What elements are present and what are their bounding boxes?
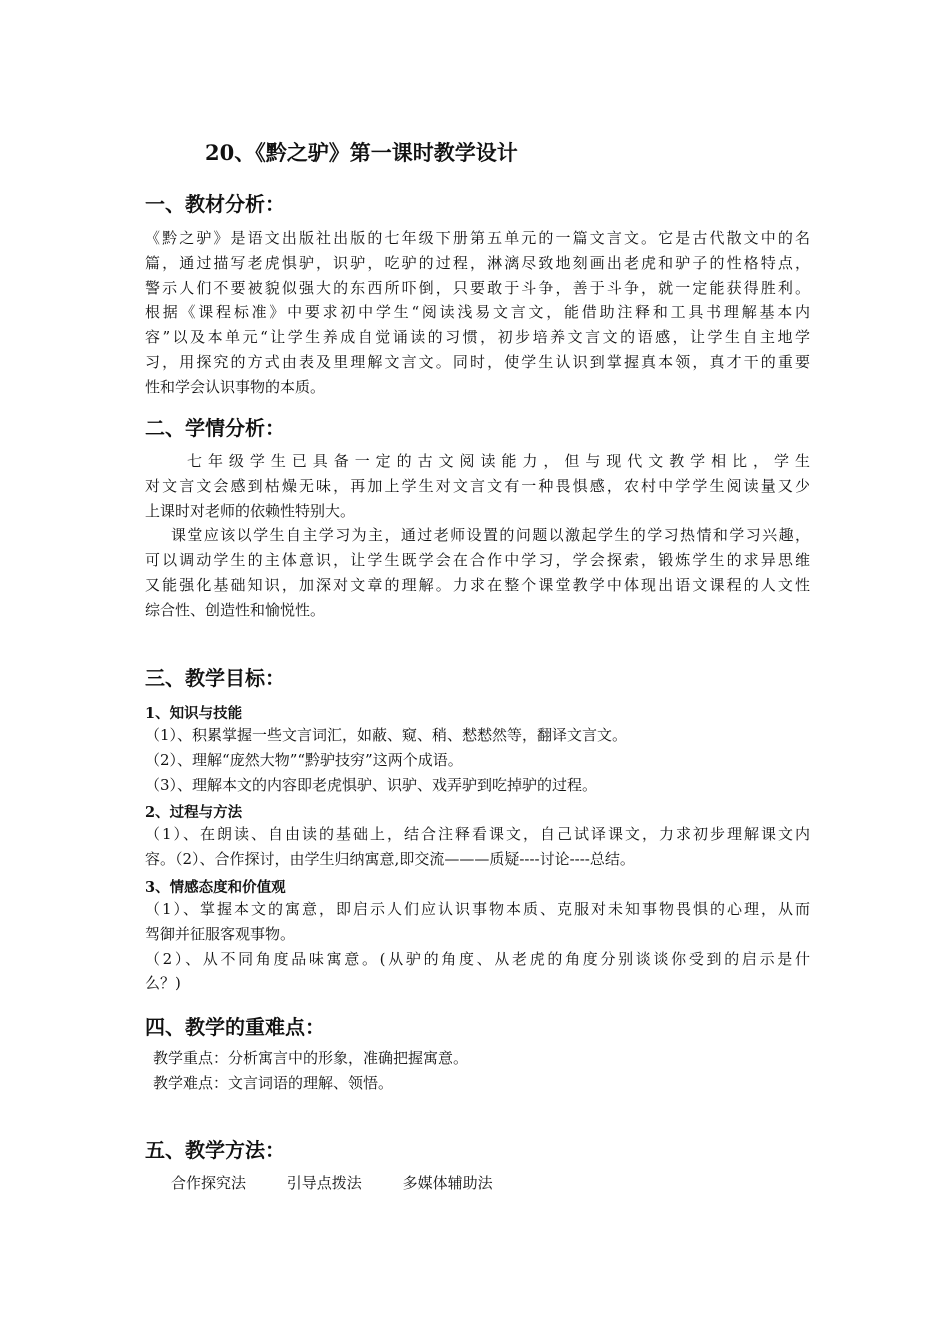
text-line: 教学难点：文言词语的理解、领悟。 [153, 1073, 394, 1092]
method-item: 引导点拨法 [286, 1174, 362, 1192]
text-line: （1）、积累掌握一些文言词汇，如蔽、窥、稍、慭慭然等，翻译文言文。 [145, 726, 628, 744]
heading-teaching-goals: 三、教学目标： [145, 666, 285, 690]
process-method-body [145, 822, 810, 872]
subheading-process-method: 2、过程与方法 [145, 804, 243, 821]
text-line: （1）、在朗读、自由读的基础上，结合注释看课文，自己试译课文，力求初步理解课文内 [145, 825, 810, 843]
heading-student-analysis: 二、学情分析： [145, 416, 285, 440]
heading-teaching-methods: 五、教学方法： [145, 1138, 285, 1162]
teaching-methods-list [171, 1172, 529, 1193]
document-title: 20、《黔之驴》第一课时教学设计 [205, 140, 518, 165]
knowledge-skills-body [145, 723, 810, 797]
key-difficult-points-body [153, 1046, 818, 1096]
student-analysis-body [145, 449, 810, 623]
emotion-values-body [145, 897, 810, 996]
text-line: 习，用探究的方式由表及里理解文言文。同时，使学生认识到掌握真本领，真才干的重要 [145, 352, 810, 371]
heading-textbook-analysis: 一、教材分析： [145, 192, 285, 216]
subheading-emotion-values: 3、情感态度和价值观 [145, 879, 286, 896]
text-line: （1）、掌握本文的寓意，即启示人们应认识事物本质、克服对未知事物畏惧的心理，从而 [145, 900, 810, 918]
heading-key-difficult-points: 四、教学的重难点： [145, 1015, 325, 1039]
text-line: （3）、理解本文的内容即老虎惧驴、识驴、戏弄驴到吃掉驴的过程。 [145, 775, 598, 794]
text-line: 容。（2）、合作探讨，由学生归纳寓意,即交流———质疑----讨论----总结。 [145, 849, 635, 868]
text-line: 对文言文会感到枯燥无味，再加上学生对文言文有一种畏惧感，农村中学学生阅读量又少 [145, 476, 810, 495]
text-line: 七年级学生已具备一定的古文阅读能力，但与现代文教学相比，学生 [187, 452, 810, 470]
method-item: 合作探究法 [171, 1174, 247, 1192]
textbook-analysis-body [145, 226, 810, 400]
text-line: 上课时对老师的依赖性特别大。 [145, 501, 356, 520]
text-line: 综合性、创造性和愉悦性。 [145, 600, 326, 619]
text-line: 驾御并征服客观事物。 [145, 924, 296, 943]
text-line: 课堂应该以学生自主学习为主，通过老师设置的问题以激起学生的学习热情和学习兴趣， [171, 526, 810, 545]
text-line: 教学重点：分析寓言中的形象，准确把握寓意。 [153, 1049, 469, 1067]
text-line: （2）、理解“庞然大物”“黔驴技穷”这两个成语。 [145, 750, 463, 769]
text-line: 根据《课程标准》中要求初中学生“阅读浅易文言文，能借助注释和工具书理解基本内 [145, 303, 810, 322]
method-item: 多媒体辅助法 [402, 1174, 493, 1192]
text-line: 《黔之驴》是语文出版社出版的七年级下册第五单元的一篇文言文。它是古代散文中的名 [145, 229, 810, 247]
text-line: 性和学会认识事物的本质。 [145, 377, 326, 396]
text-line: 么？) [145, 974, 181, 993]
text-line: （2）、从不同角度品味寓意。(从驴的角度、从老虎的角度分别谈谈你受到的启示是什 [145, 949, 810, 968]
text-line: 篇，通过描写老虎惧驴，识驴，吃驴的过程，淋漓尽致地刻画出老虎和驴子的性格特点， [145, 253, 810, 272]
text-line: 可以调动学生的主体意识，让学生既学会在合作中学习，学会探索，锻炼学生的求异思维 [145, 551, 810, 570]
text-line: 又能强化基础知识，加深对文章的理解。力求在整个课堂教学中体现出语文课程的人文性 [145, 575, 810, 594]
text-line: 警示人们不要被貌似强大的东西所吓倒，只要敢于斗争，善于斗争，就一定能获得胜利。 [145, 278, 810, 297]
subheading-knowledge-skills: 1、知识与技能 [145, 705, 243, 722]
text-line: 容”以及本单元“让学生养成自觉诵读的习惯，初步培养文言文的语感，让学生自主地学 [145, 328, 810, 347]
